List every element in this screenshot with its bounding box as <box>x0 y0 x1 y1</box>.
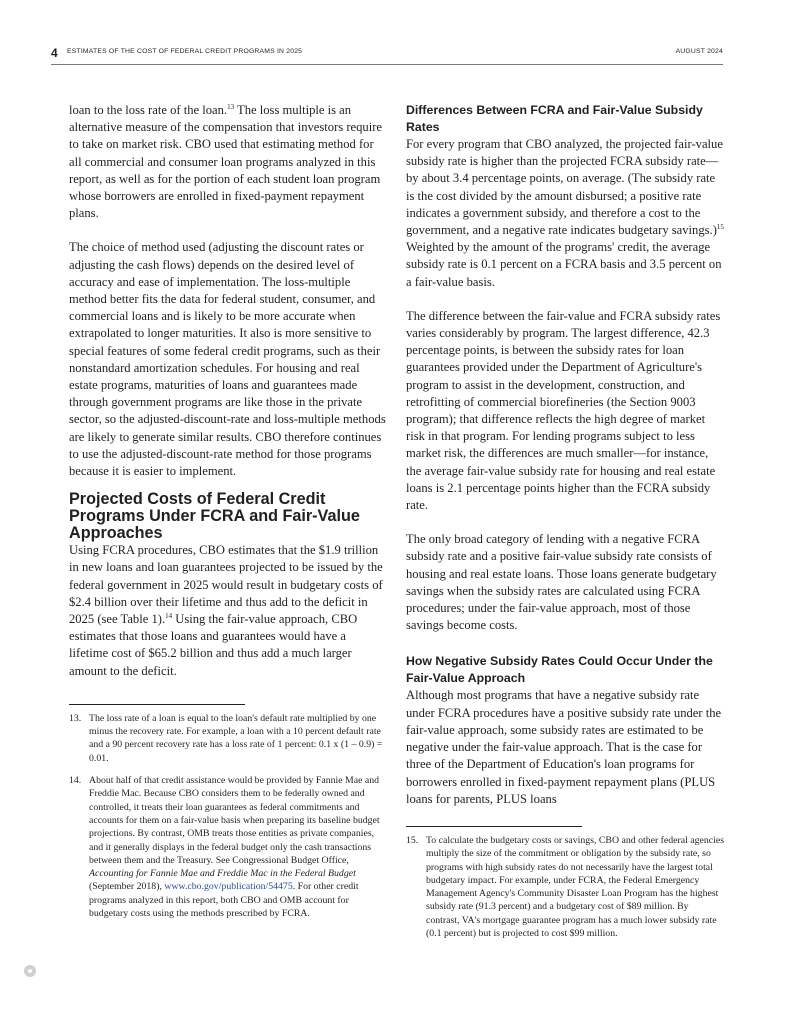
page-header <box>51 46 723 62</box>
footnote-13 <box>69 712 387 765</box>
paragraph-housing-loans: The only broad category of lending with a negative FCRA subsidy rate and a positive fair-value subsidy rate consists of housing and real estate loans. Those loans generate budgetary savings when the subsidy rates are calculated using FCRA procedures; under the fair-value approach, most of those savings become costs. <box>406 532 717 633</box>
footnote-ref-14[interactable]: 14 <box>165 612 173 621</box>
corner-dot-icon <box>24 965 36 977</box>
cited-title: Accounting for Fannie Mae and Freddie Mac in the Federal Budget <box>89 868 356 880</box>
paragraph-negative-subsidy-rates: Although most programs that have a negative subsidy rate under FCRA procedures have a positive subsidy rate under the fair-value approach, some subsidy rates are estimated to be negative under the fair-value approach. That is the case for three of the Department of Education's loan programs for borrowers enrolled in fixed-payment repayment plans (PLUS loans for parents, PLUS loans <box>406 688 722 806</box>
cbo-publication-link[interactable]: www.cbo.gov/publication/54475 <box>164 881 293 893</box>
subheading-negative-subsidy: How Negative Subsidy Rates Could Occur Under the Fair-Value Approach <box>406 654 713 686</box>
footnote-ref-15[interactable]: 15 <box>716 223 724 232</box>
running-title: ESTIMATES OF THE COST OF FEDERAL CREDIT PROGRAMS IN 2025 <box>67 48 303 55</box>
right-column <box>406 102 724 940</box>
paragraph-fcra-estimates: Using FCRA procedures, CBO estimates that the $1.9 trillion in new loans and loan guarantees projected to be issued by the federal government in 2025 would result in budgetary costs of $2.4 billion over their lifetime and thus add to the deficit in 2025 (see Table 1).$^{14}$ Using the fair-value approach, CBO estimates that those loans and guarantees would have a lifetime cost of $65.2 billion and thus add a much larger amount to the deficit. <box>69 543 383 678</box>
footnote-number: 14. <box>69 775 82 787</box>
footnote-15 <box>406 834 724 940</box>
paragraph-subsidy-rate-comparison: For every program that CBO analyzed, the projected fair-value subsidy rate is higher than the projected FCRA subsidy rate—by about 3.4 percentage points, on average. (The subsidy rate is the cost divided by the amount disbursed; a positive rate indicates a government subsidy, and therefore a cost to the government, and a negative rate indicates budgetary savings.)$^{15}$ Weighted by the amount of the programs' credit, the average subsidy rate is 0.1 percent on a FCRA basis and 3.5 percent on a fair-value basis. <box>406 137 724 289</box>
section-heading-projected-costs: Projected Costs of Federal Credit Programs Under FCRA and Fair-Value Approaches <box>69 490 360 543</box>
footnote-number: 13. <box>69 712 82 724</box>
header-divider <box>51 64 723 65</box>
footnote-text: The loss rate of a loan is equal to the loan's default rate multiplied by one minus the recovery rate. For example, a loan with a 10 percent default rate and a 90 percent recovery rate has a loss rate of 1 percent: 0.1 x (1 – 0.9) = 0.01. <box>89 712 383 764</box>
footnote-ref-13[interactable]: 13 <box>227 103 235 111</box>
page-number: 4 <box>51 46 58 60</box>
paragraph-choice-of-method: The choice of method used (adjusting the discount rates or adjusting the cash flows) depends on the desired level of accuracy and ease of implementation. The loss-multiple method better fits the data for federal student, consumer, and commercial loans and is likely to be more accurate when extrapolated to longer maturities. It also is more sensitive to special features of some federal credit programs, such as their nonstandard amortization schedules. For housing and real estate programs, maturities of loans and guarantees made through government programs are like those in the private sector, so the adjusted-discount-rate and loss-multiple methods are likely to generate similar results. CBO therefore continues to use the adjusted-discount-rate method for those programs because it is easier to implement. <box>69 240 386 479</box>
subheading-differences: Differences Between FCRA and Fair-Value Subsidy Rates <box>406 103 703 134</box>
publication-date: AUGUST 2024 <box>675 48 723 55</box>
footnote-text: To calculate the budgetary costs or savings, CBO and other federal agencies multiply the size of the commitment or obligation by the subsidy rate, so programs with high subsidy rates do not necessarily have the largest total budgetary impact. For example, under FCRA, the Federal Emergency Management Agency's Community Disaster Loan Program has the highest subsidy rate (91.3 percent) and a budgetary cost of $89 million. By contrast, VA's mortgage guarantee program has a much lower subsidy rate (0.1 percent) but is projected to cost $99 million. <box>426 834 725 939</box>
paragraph-loss-multiple: loan to the loss rate of the loan.$^{13}$ The loss multiple is an alternative measure of the compensation that investors require to take on market risk. CBO used that estimating method for all commercial and consumer loan programs analyzed in this report, as well as for the portion of each student loan program whose borrowers are enrolled in fixed-payment repayment plans. <box>69 103 382 221</box>
paragraph-difference-by-program: The difference between the fair-value and FCRA subsidy rates varies considerably by program. The largest difference, 42.3 percentage points, is between the subsidy rates for loan guarantees provided under the Department of Agriculture's program to assist in the development, construction, and retrofitting of commercial biorefineries (the Section 9003 program); that difference reflects the high degree of market risk in that program. For lending programs subject to less market risk, the differences are much smaller—for instance, the average fair-value subsidy rate for housing and real estate loans is 2.1 percentage points higher than the FCRA subsidy rate. <box>406 308 721 513</box>
footnote-14: 14. About half of that credit assistance would be provided by Fannie Mae and Freddie Mac. Because CBO considers them to be federally owned and controlled, it treats their loan guarantees as federal commitments and accounts for them on a fair-value basis when preparing its baseline budget projections. By contrast, OMB treats those entities as private companies, and it generally displays in the federal budget only the cash transactions between them and the Treasury. See Congressional Budget Office, Accounting for Fannie Mae and Freddie Mac in the Federal Budget (September 2018), www.cbo.gov/publication/54475. For other credit programs analyzed in this report, both CBO and OMB account for budgetary costs using the methods prescribed by FCRA. <box>69 775 380 920</box>
footnote-number: 15. <box>406 834 419 846</box>
left-column <box>69 102 387 920</box>
